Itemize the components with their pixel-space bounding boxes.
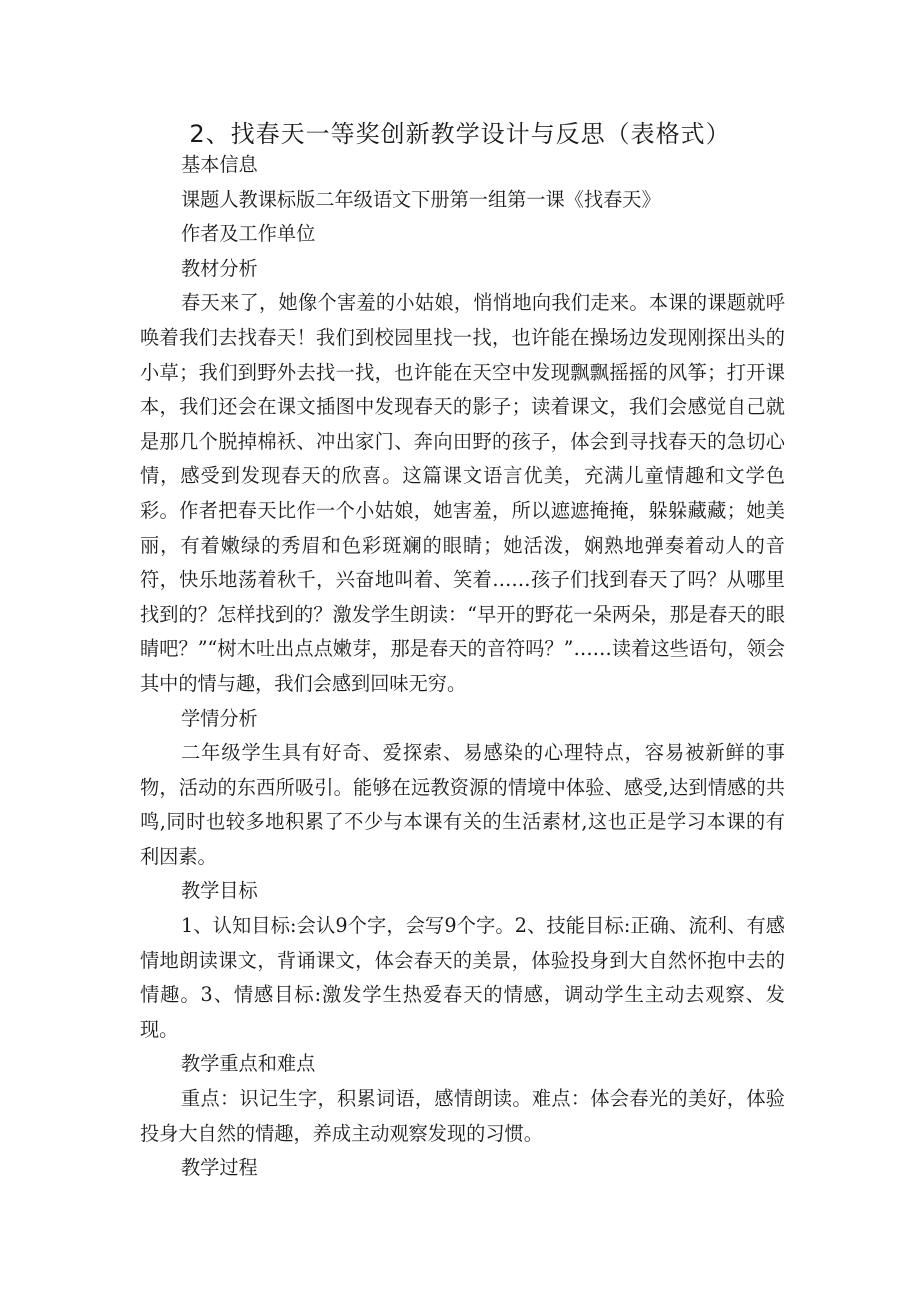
material-analysis-heading: 教材分析 bbox=[181, 256, 258, 280]
topic-line: 课题人教课标版二年级语文下册第一组第一课《找春天》 bbox=[181, 187, 661, 211]
key-difficult-points-heading: 教学重点和难点 bbox=[181, 1052, 316, 1076]
author-line: 作者及工作单位 bbox=[181, 222, 316, 246]
material-analysis-paragraph: 春天来了，她像个害羞的小姑娘，悄悄地向我们走来。本课的课题就呼唤着我们去找春天！我们到校园里找一找，也许能在操场边发现刚探出头的小草；我们到野外去找一找，也许能在天空中发现飘飘摇摇的风筝；打开课本，我们还会在课文插图中发现春天的影子；读着课文，我们会感觉自己就是那几个脱掉棉袄、冲出家门、奔向田野的孩子，体会到寻找春天的急切心情，感受到发现春天的欣喜。这篇课文语言优美，充满儿童情趣和文学色彩。作者把春天比作一个小姑娘，她害羞，所以遮遮掩掩，躲躲藏藏；她美丽，有着嫩绿的秀眉和色彩斑斓的眼睛；她活泼，娴熟地弹奏着动人的音符，快乐地荡着秋千，兴奋地叫着、笑着……孩子们找到春天了吗？从哪里找到的？怎样找到的？激发学生朗读：“早开的野花一朵两朵，那是春天的眼睛吧？”“树木吐出点点嫩芽，那是春天的音符吗？”……读着这些语句，领会其中的情与趣，我们会感到回味无穷。 bbox=[140, 291, 785, 695]
document-title: 2、找春天一等奖创新教学设计与反思（表格式） bbox=[189, 120, 731, 148]
teaching-process-heading: 教学过程 bbox=[181, 1156, 258, 1180]
basic-info-heading: 基本信息 bbox=[181, 153, 258, 176]
student-analysis-heading: 学情分析 bbox=[181, 706, 258, 730]
key-difficult-points-paragraph: 重点：识记生字，积累词语，感情朗读。难点：体会春光的美好，体验投身大自然的情趣，养成主动观察发现的习惯。 bbox=[140, 1087, 785, 1145]
teaching-goals-heading: 教学目标 bbox=[181, 879, 258, 903]
document-body bbox=[140, 148, 785, 1186]
student-analysis-paragraph: 二年级学生具有好奇、爱探索、易感染的心理特点，容易被新鲜的事物，活动的东西所吸引。能够在远教资源的情境中体验、感受,达到情感的共鸣,同时也较多地积累了不少与本课有关的生活素材,这也正是学习本课的有利因素。 bbox=[140, 741, 785, 868]
teaching-goals-paragraph: 1、认知目标:会认9个字，会写9个字。2、技能目标:正确、流利、有感情地朗读课文，背诵课文，体会春天的美景，体验投身到大自然怀抱中去的情趣。3、情感目标:激发学生热爱春天的情感，调动学生主动去观察、发现。 bbox=[140, 914, 785, 1041]
